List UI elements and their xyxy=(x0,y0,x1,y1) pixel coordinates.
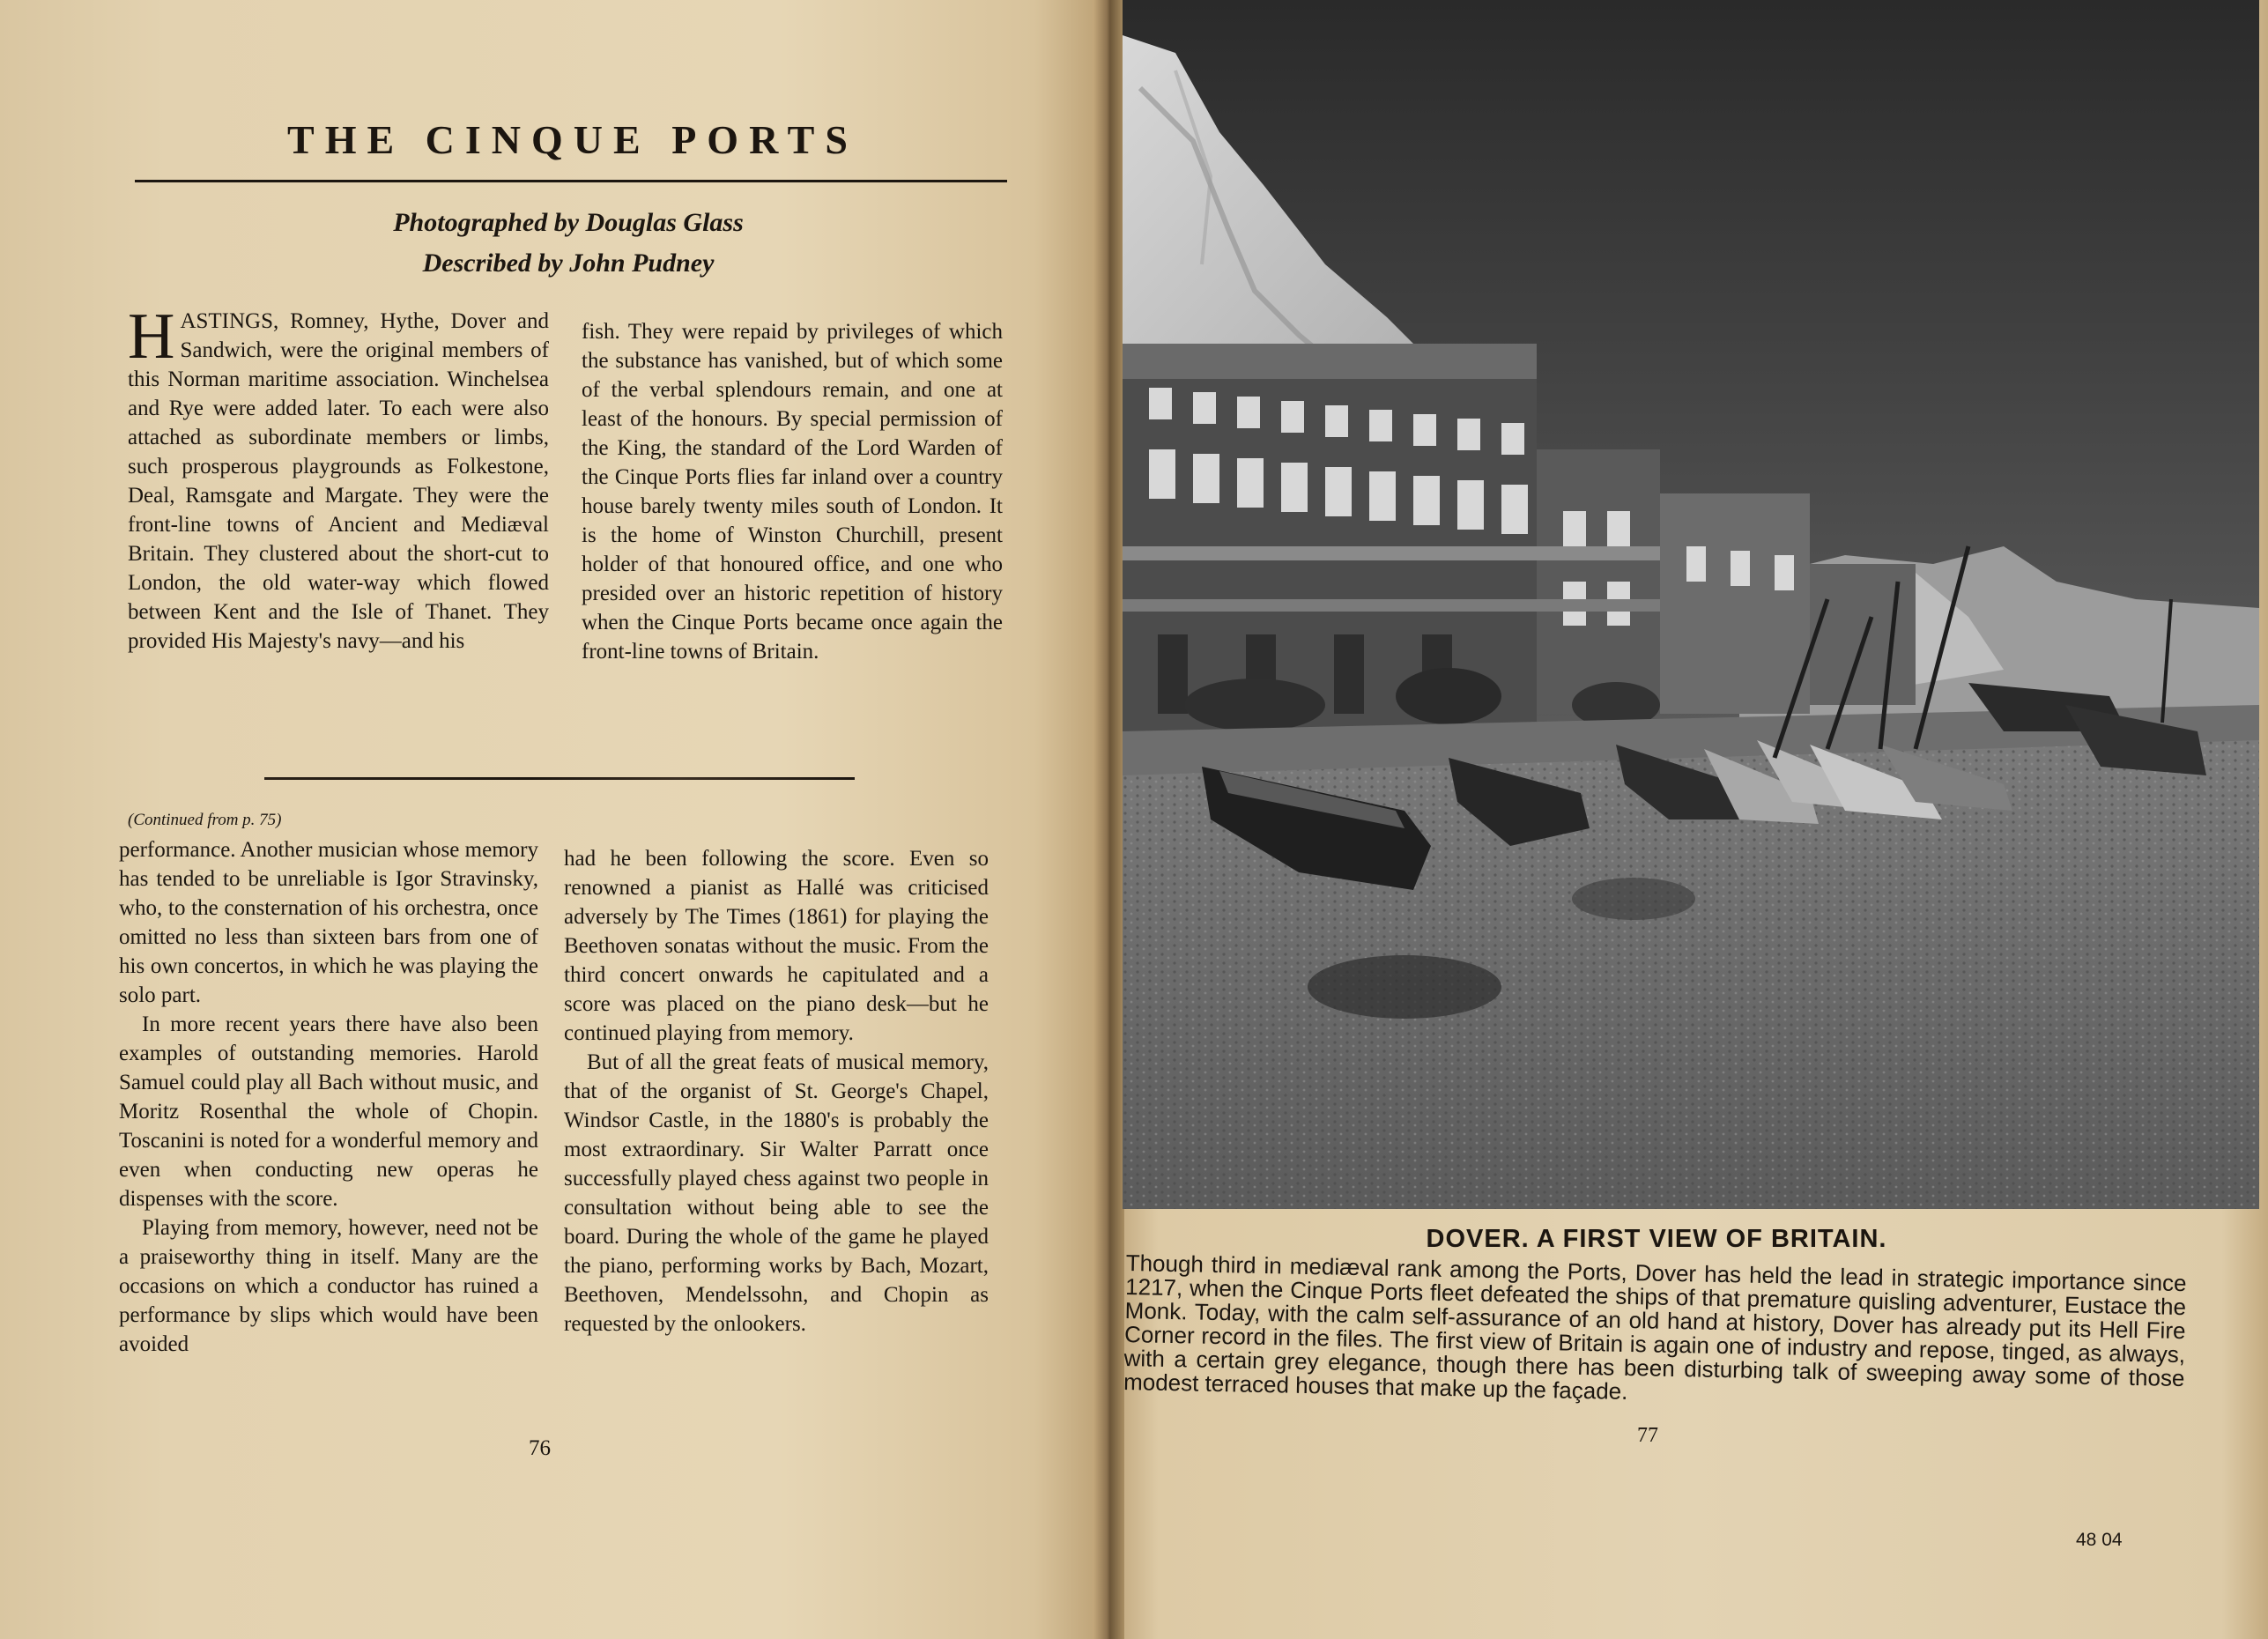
body-column-2 xyxy=(564,844,989,1339)
dover-photograph xyxy=(1123,0,2259,1209)
title-rule xyxy=(135,180,1007,182)
article-title: THE CINQUE PORTS xyxy=(287,117,858,162)
photo-illustration xyxy=(1123,0,2259,1209)
body-column-1 xyxy=(119,835,538,1359)
book-gutter xyxy=(1093,0,1124,1639)
page-number-right: 77 xyxy=(1637,1424,1658,1447)
paragraph: But of all the great feats of musical memory, that of the organist of St. George's Chapel, Windsor Castle, in the 1880's is probably the most extraordinary. Sir Walter Parratt once successfully played chess against two people in consultation without being able to see the board. During the whole of the game he played the piano, performing works by Bach, Mozart, Beethoven, Mendelssohn, and Chopin as requested by the onlookers. xyxy=(564,1050,989,1336)
section-divider xyxy=(264,777,855,780)
paragraph: In more recent years there have also been examples of outstanding memories. Harold Samuel could play all Bach without music, and Moritz Rosenthal the whole of Chopin. Toscanini is noted for a wonderful memory and even when conducting new operas he dispenses with the score. xyxy=(119,1012,538,1211)
paragraph: performance. Another musician whose memory has tended to be unreliable is Igor Stravinsky, who, to the consternation of his orchestra, once omitted no less than sixteen bars from one of his own concertos, in which he was playing the solo part. xyxy=(119,838,538,1007)
intro-column-1-text: ASTINGS, Romney, Hythe, Dover and Sandwich, were the original members of this Norman maritime association. Winchelsea and Rye were added later. To each were also attached as subordinate members or limbs, such prosperous playgrounds as Folkestone, Deal, Ramsgate and Margate. They were the front-line towns of Ancient and Mediæval Britain. They clustered about the short-cut to London, the old water-way which flowed between Kent and the Isle of Thanet. They provided His Majesty's navy—and his xyxy=(128,309,549,653)
catalogue-number: 48 04 xyxy=(2076,1530,2123,1550)
author-credit: Described by John Pudney xyxy=(422,248,715,278)
drop-cap: H xyxy=(128,300,175,373)
paragraph: had he been following the score. Even so renowned a pianist as Hallé was criticised adversely by The Times (1861) for playing the Beethoven sonatas without the music. From the third concert onwards he capitulated and a score was placed on the piano desk—but he continued playing from memory. xyxy=(564,847,989,1045)
continued-from-label: (Continued from p. 75) xyxy=(128,811,282,829)
page-number-left: 76 xyxy=(529,1436,551,1460)
paragraph: Playing from memory, however, need not be a praiseworthy thing in itself. Many are the occasions on which a conductor has ruined a performance by slips which would have been avoided xyxy=(119,1216,538,1356)
photographer-credit: Photographed by Douglas Glass xyxy=(393,208,744,237)
intro-column-2: fish. They were repaid by privileges of which the substance has vanished, but of which some of the verbal splendours remain, and one at least of the honours. By special permission of the King, the standard of the Lord Warden of the Cinque Ports flies far inland over a country house barely twenty miles south of London. It is the home of Winston Churchill, present holder of that honoured office, and one who presided over an historic repetition of history when the Cinque Ports became once again the front-line towns of Britain. xyxy=(582,320,1003,664)
photo-caption-title: DOVER. A FIRST VIEW OF BRITAIN. xyxy=(1426,1225,1887,1253)
intro-column-1 xyxy=(128,300,549,656)
photo-caption-body: Though third in mediæval rank among the Ports, Dover has held the lead in strategic importance since 1217, when the Cinque Ports fleet defeated the ships of that premature quisling adventurer, Eustace the Monk. Today, with the calm self-assurance of an old hand at history, Dover has already put its Hell Fire Corner record in the files. The first view of Britain is again one of industry and repose, tinged, as always, with a certain grey elegance, though there has been disturbing talk of sweeping away some of those modest terraced houses that make up the façade. xyxy=(1123,1250,2187,1405)
